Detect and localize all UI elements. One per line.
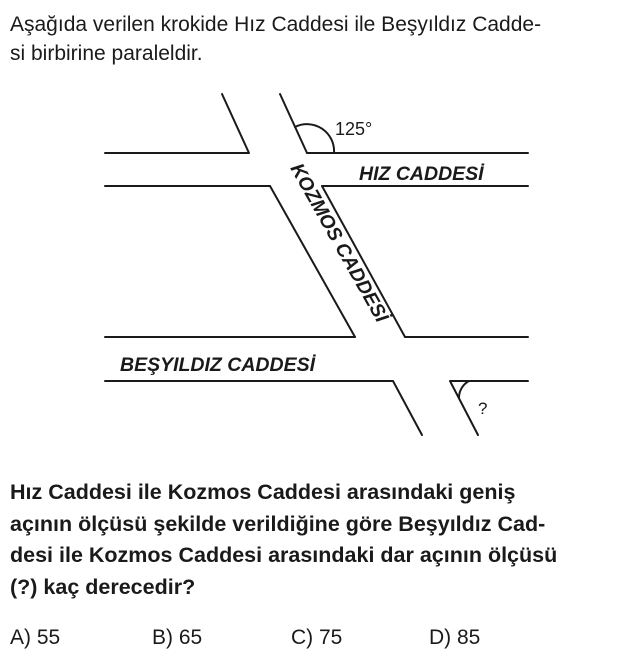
option-d[interactable]: D) 85 [429, 626, 481, 649]
besyildiz-street-bottom-left-edge [105, 381, 422, 435]
option-a[interactable]: A) 55 [10, 626, 61, 649]
question-text [10, 477, 622, 603]
angle-arc-unknown [459, 381, 469, 398]
question-line-2: açının ölçüsü şekilde verildiğine göre Beşyıldız Cad- [10, 511, 546, 536]
question-line-4: (?) kaç derecedir? [10, 574, 196, 599]
hiz-street-top-left-edge [105, 94, 249, 153]
angle-label-125: 125° [335, 119, 373, 139]
angle-label-unknown: ? [478, 399, 488, 418]
intro-line-1: Aşağıda verilen krokide Hız Caddesi ile Beşyıldız Cadde- [10, 13, 542, 36]
street-label-besyildiz: BEŞYILDIZ CADDESİ [120, 354, 316, 376]
option-c[interactable]: C) 75 [291, 626, 343, 649]
street-label-hiz: HIZ CADDESİ [359, 163, 484, 185]
street-label-kozmos: KOZMOS CADDESİ [285, 159, 393, 327]
question-line-1: Hız Caddesi ile Kozmos Caddesi arasındaki geniş [10, 480, 516, 504]
intro-line-2: si birbirine paraleldir. [10, 42, 203, 65]
option-b[interactable]: B) 65 [152, 626, 203, 649]
question-line-3: desi ile Kozmos Caddesi arasındaki dar açının ölçüsü [10, 543, 558, 567]
